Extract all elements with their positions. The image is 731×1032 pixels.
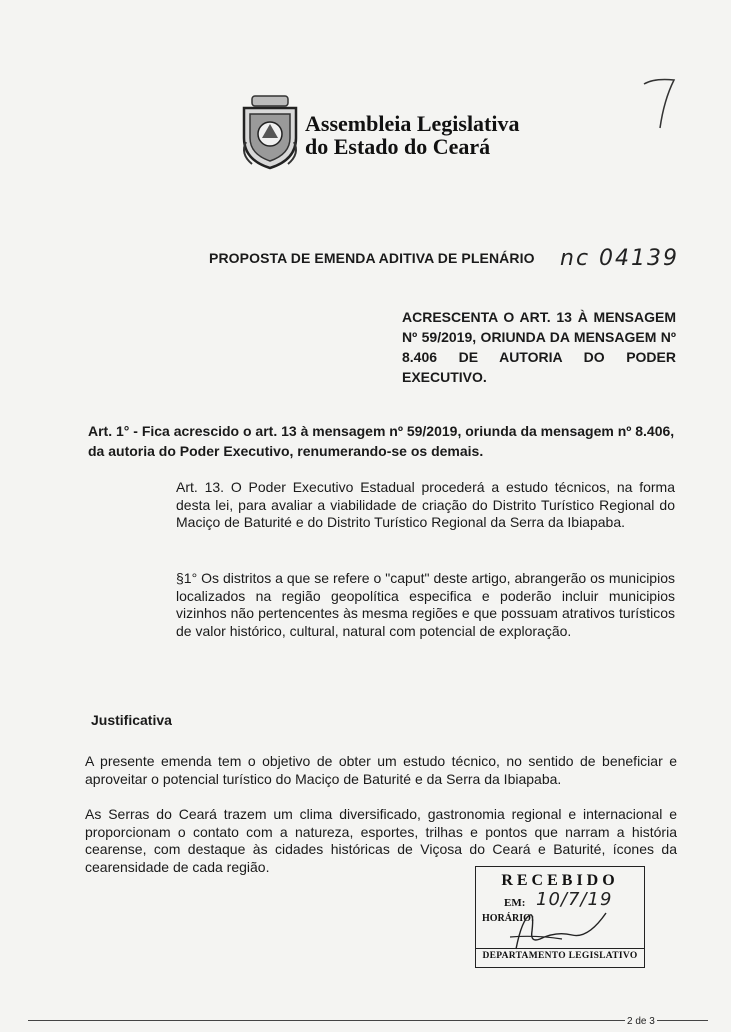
org-name-line1: Assembleia Legislativa xyxy=(305,111,520,136)
article-13-caput: Art. 13. O Poder Executivo Estadual procederá a estudo técnicos, na forma desta lei, para avaliar a viabilidade de criação do Distrito Turístico Regional do Maciço de Baturité e do Distrito Turístico Regional da Serra da Ibiapaba. xyxy=(176,479,675,530)
title-row xyxy=(209,250,535,268)
justification-paragraph-2: As Serras do Ceará trazem um clima diversificado, gastronomia regional e internacional e proporcionam o contato com a natureza, esportes, trilhas e pontos que narram a história cearense, com destaque às cidades históricas de Viçosa do Ceará e Baturité, ícones da cearensidade de cada região. xyxy=(85,806,677,875)
handwritten-code: nc 04139 xyxy=(560,246,680,271)
org-name-line2: do Estado do Ceará xyxy=(305,134,491,159)
ementa: ACRESCENTA O ART. 13 À MENSAGEM Nº 59/2019, ORIUNDA DA MENSAGEM Nº 8.406 DE AUTORIA DO PODER EXECUTIVO. xyxy=(402,309,676,385)
stamp-department: DEPARTAMENTO LEGISLATIVO xyxy=(482,951,638,961)
signature-icon xyxy=(496,909,616,953)
stamp-title: RECEBIDO xyxy=(501,872,619,889)
received-stamp xyxy=(475,866,645,968)
stamp-date-value: 10/7/19 xyxy=(536,889,613,910)
ceara-seal-icon xyxy=(238,94,302,170)
footer-rule xyxy=(28,1020,708,1021)
stamp-date-label: EM: xyxy=(504,897,526,909)
page-number: 2 de 3 xyxy=(627,1016,655,1027)
org-name xyxy=(305,112,520,158)
article-13-paragraph-1: §1° Os distritos a que se refere o "caput" deste artigo, abrangerão os municipios localizados na região geopolítica especifica e poderão incluir municipios vizinhos não pertencentes às mesma regiões e que possuam atrativos turísticos de valor histórico, cultural, natural com potencial de exploração. xyxy=(176,570,675,639)
handwritten-page-number xyxy=(640,72,680,132)
document-title: PROPOSTA DE EMENDA ADITIVA DE PLENÁRIO xyxy=(209,250,535,266)
justification-heading: Justificativa xyxy=(91,712,172,728)
stamp-time-label: HORÁRIO: xyxy=(482,913,535,924)
justification-paragraph-1: A presente emenda tem o objetivo de obter um estudo técnico, no sentido de beneficiar e aproveitar o potencial turístico do Maciço de Baturité e da Serra da Ibiapaba. xyxy=(85,753,677,787)
stamp-divider xyxy=(476,948,644,949)
article-1: Art. 1° - Fica acrescido o art. 13 à mensagem nº 59/2019, oriunda da mensagem nº 8.406, da autoria do Poder Executivo, renumerando-se os demais. xyxy=(88,423,675,459)
